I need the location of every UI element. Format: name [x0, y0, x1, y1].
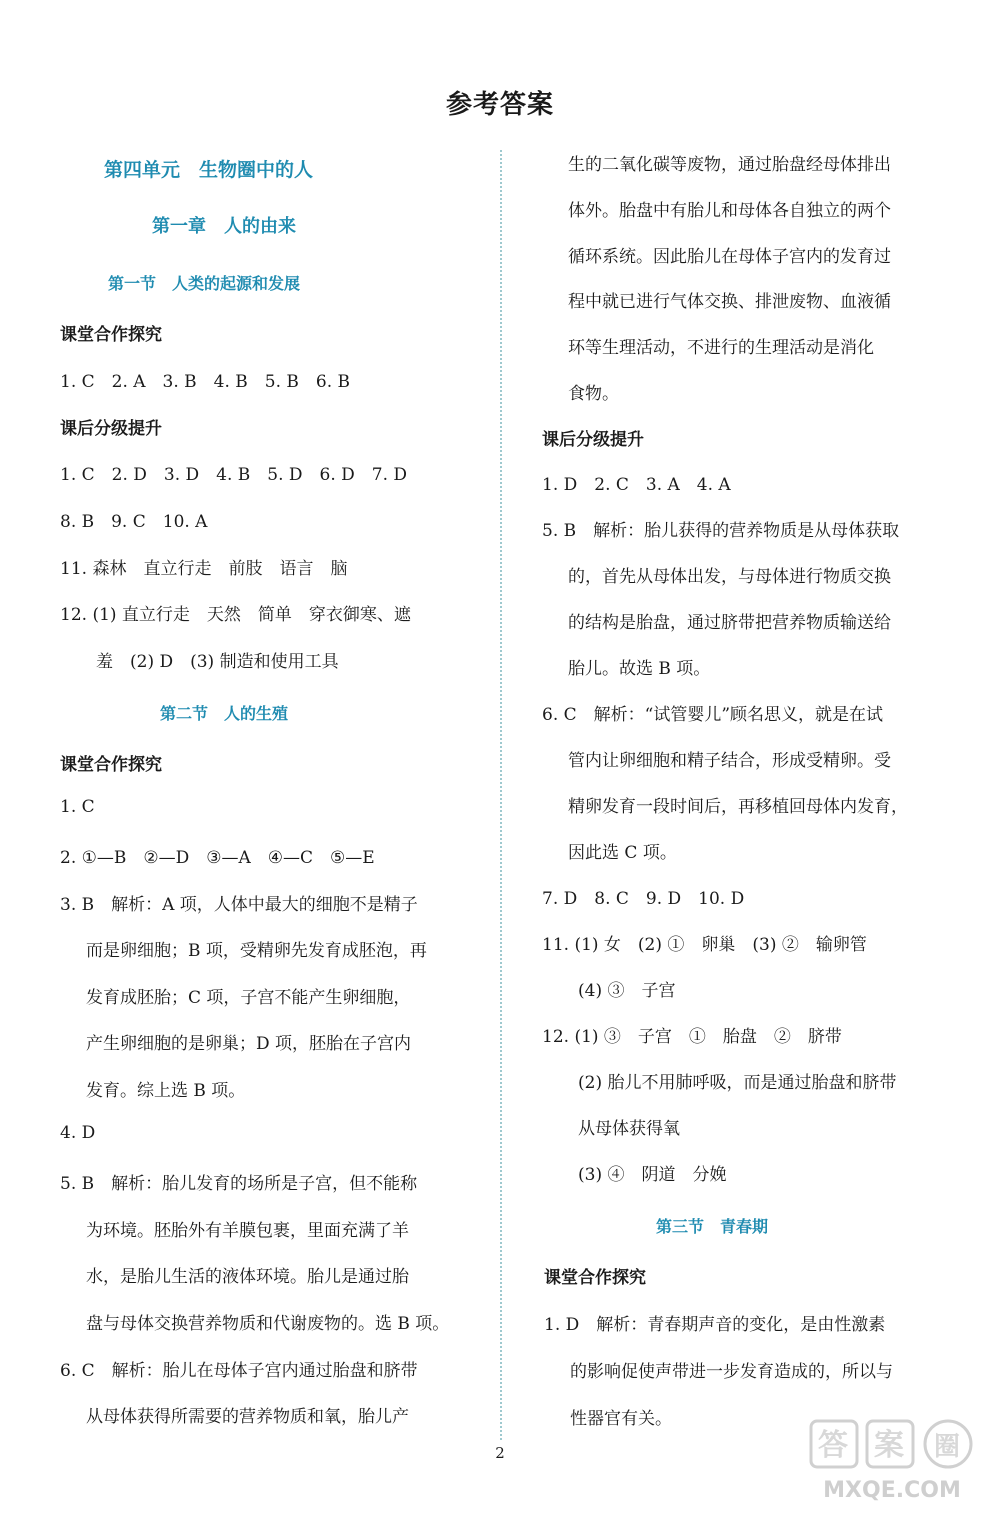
answer-line: 1. D 解析：青春期声音的变化，是由性激素 — [544, 1315, 886, 1335]
answer-line: 从母体获得所需要的营养物质和氧，胎儿产 — [86, 1407, 409, 1427]
answer-line: 1. D 2. C 3. A 4. A — [542, 475, 731, 495]
answer-line: 5. B 解析：胎儿获得的营养物质是从母体获取 — [542, 521, 900, 541]
answer-line: 水，是胎儿生活的液体环境。胎儿是通过胎 — [86, 1267, 409, 1287]
answer-line: 12. (1) ③ 子宫 ① 胎盘 ② 脐带 — [542, 1027, 842, 1047]
section-heading-3: 第三节 青春期 — [656, 1217, 769, 1236]
section-heading-2: 第二节 人的生殖 — [160, 704, 289, 723]
answer-line: 的，首先从母体出发，与母体进行物质交换 — [568, 567, 891, 587]
answer-line: 程中就已进行气体交换、排泄废物、血液循 — [568, 292, 891, 312]
answer-line: 食物。 — [568, 384, 619, 404]
answer-line: 从母体获得氧 — [578, 1119, 680, 1139]
answer-line: 8. B 9. C 10. A — [60, 512, 208, 532]
subheading-in-class: 课堂合作探究 — [544, 1268, 646, 1288]
subheading-after-class: 课后分级提升 — [60, 419, 162, 439]
watermark-logo — [805, 1417, 980, 1505]
subheading-in-class: 课堂合作探究 — [60, 755, 162, 775]
column-divider — [500, 150, 503, 1440]
answer-line: (2) 胎儿不用肺呼吸，而是通过胎盘和脐带 — [578, 1073, 897, 1093]
subheading-after-class: 课后分级提升 — [542, 430, 644, 450]
answer-line: 的影响促使声带进一步发育造成的，所以与 — [570, 1362, 893, 1382]
answer-line: 6. C 解析：胎儿在母体子宫内通过胎盘和脐带 — [60, 1361, 418, 1381]
answer-line: 4. D — [60, 1123, 96, 1143]
answer-line: (4) ③ 子宫 — [578, 981, 676, 1001]
answer-line: 3. B 解析：A 项，人体中最大的细胞不是精子 — [60, 895, 418, 915]
svg-text:圈: 圈 — [934, 1432, 961, 1462]
answer-line: 1. C 2. A 3. B 4. B 5. B 6. B — [60, 372, 350, 392]
unit-heading: 第四单元 生物圈中的人 — [104, 159, 314, 181]
answer-line: 为环境。胚胎外有羊膜包裹，里面充满了羊 — [86, 1221, 409, 1241]
answer-line: 生的二氧化碳等废物，通过胎盘经母体排出 — [568, 155, 891, 175]
page-title: 参考答案 — [445, 90, 554, 120]
answer-line: 5. B 解析：胎儿发育的场所是子宫，但不能称 — [60, 1174, 418, 1194]
answer-line: 7. D 8. C 9. D 10. D — [542, 889, 745, 909]
page-number: 2 — [495, 1444, 505, 1462]
section-heading-1: 第一节 人类的起源和发展 — [108, 274, 301, 293]
answer-line: 管内让卵细胞和精子结合，形成受精卵。受 — [568, 751, 891, 771]
subheading-in-class: 课堂合作探究 — [60, 325, 162, 345]
answer-line: 性器官有关。 — [570, 1409, 672, 1429]
svg-text:案: 案 — [874, 1428, 904, 1463]
answer-line: 6. C 解析：“试管婴儿”顾名思义，就是在试 — [542, 705, 884, 725]
answer-line: 盘与母体交换营养物质和代谢废物的。选 B 项。 — [86, 1314, 450, 1334]
answer-line: 环等生理活动，不进行的生理活动是消化 — [568, 338, 874, 358]
answer-line: 羞 (2) D (3) 制造和使用工具 — [96, 652, 339, 672]
answer-line: 的结构是胎盘，通过脐带把营养物质输送给 — [568, 613, 891, 633]
chapter-heading: 第一章 人的由来 — [152, 216, 296, 237]
answer-line: 2. ①—B ②—D ③—A ④—C ⑤—E — [60, 848, 375, 868]
answer-line: 1. C 2. D 3. D 4. B 5. D 6. D 7. D — [60, 465, 408, 485]
answer-line: 体外。胎盘中有胎儿和母体各自独立的两个 — [568, 201, 891, 221]
answer-line: (3) ④ 阴道 分娩 — [578, 1165, 727, 1185]
answer-line: 产生卵细胞的是卵巢；D 项，胚胎在子宫内 — [86, 1034, 412, 1054]
answer-line: 胎儿。故选 B 项。 — [568, 659, 711, 679]
answer-line: 11. 森林 直立行走 前肢 语言 脑 — [60, 559, 348, 579]
answer-line: 发育成胚胎；C 项，子宫不能产生卵细胞， — [86, 988, 411, 1008]
answer-line: 因此选 C 项。 — [568, 843, 677, 863]
svg-text:答: 答 — [818, 1428, 848, 1463]
answer-line: 12. (1) 直立行走 天然 简单 穿衣御寒、遮 — [60, 605, 411, 625]
answer-line: 而是卵细胞；B 项，受精卵先发育成胚泡，再 — [86, 941, 427, 961]
answer-line: 精卵发育一段时间后，再移植回母体内发育， — [568, 797, 908, 817]
answer-line: 1. C — [60, 797, 95, 817]
watermark-url: MXQE.COM — [823, 1478, 961, 1503]
answer-line: 发育。综上选 B 项。 — [86, 1081, 246, 1101]
answer-line: 11. (1) 女 (2) ① 卵巢 (3) ② 输卵管 — [542, 935, 867, 955]
answer-line: 循环系统。因此胎儿在母体子宫内的发育过 — [568, 247, 891, 267]
